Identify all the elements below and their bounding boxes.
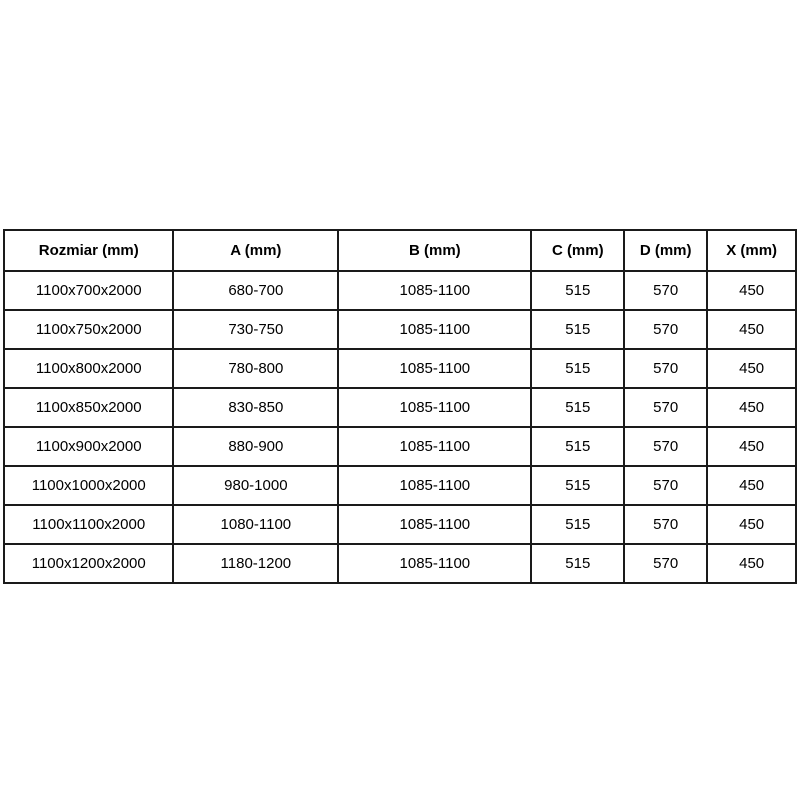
cell-x: 450 (707, 388, 796, 427)
cell-c: 515 (531, 466, 624, 505)
table-row (4, 310, 796, 349)
cell-x: 450 (707, 310, 796, 349)
cell-a: 1080-1100 (173, 505, 338, 544)
cell-d: 570 (624, 271, 707, 310)
cell-a: 980-1000 (173, 466, 338, 505)
table-row (4, 505, 796, 544)
cell-b: 1085-1100 (338, 466, 531, 505)
cell-a: 1180-1200 (173, 544, 338, 583)
cell-d: 570 (624, 505, 707, 544)
cell-d: 570 (624, 349, 707, 388)
cell-c: 515 (531, 310, 624, 349)
cell-rozmiar: 1100x700x2000 (4, 271, 173, 310)
table-row (4, 544, 796, 583)
column-header-b: B (mm) (338, 230, 531, 271)
cell-a: 730-750 (173, 310, 338, 349)
cell-a: 780-800 (173, 349, 338, 388)
table-row (4, 427, 796, 466)
cell-b: 1085-1100 (338, 505, 531, 544)
cell-c: 515 (531, 349, 624, 388)
cell-rozmiar: 1100x1000x2000 (4, 466, 173, 505)
cell-x: 450 (707, 271, 796, 310)
cell-x: 450 (707, 466, 796, 505)
cell-c: 515 (531, 544, 624, 583)
cell-rozmiar: 1100x1100x2000 (4, 505, 173, 544)
cell-x: 450 (707, 427, 796, 466)
cell-a: 830-850 (173, 388, 338, 427)
column-header-a: A (mm) (173, 230, 338, 271)
column-header-x: X (mm) (707, 230, 796, 271)
table-row (4, 349, 796, 388)
cell-a: 680-700 (173, 271, 338, 310)
table-row (4, 466, 796, 505)
cell-d: 570 (624, 544, 707, 583)
cell-c: 515 (531, 388, 624, 427)
cell-c: 515 (531, 427, 624, 466)
cell-d: 570 (624, 388, 707, 427)
cell-x: 450 (707, 349, 796, 388)
cell-a: 880-900 (173, 427, 338, 466)
column-header-rozmiar: Rozmiar (mm) (4, 230, 173, 271)
cell-c: 515 (531, 505, 624, 544)
cell-rozmiar: 1100x1200x2000 (4, 544, 173, 583)
cell-x: 450 (707, 505, 796, 544)
cell-b: 1085-1100 (338, 271, 531, 310)
cell-rozmiar: 1100x850x2000 (4, 388, 173, 427)
cell-b: 1085-1100 (338, 388, 531, 427)
cell-b: 1085-1100 (338, 310, 531, 349)
cell-rozmiar: 1100x900x2000 (4, 427, 173, 466)
cell-d: 570 (624, 310, 707, 349)
table-header-row (4, 230, 796, 271)
size-spec-table (3, 229, 797, 584)
cell-b: 1085-1100 (338, 349, 531, 388)
cell-x: 450 (707, 544, 796, 583)
cell-c: 515 (531, 271, 624, 310)
column-header-c: C (mm) (531, 230, 624, 271)
cell-b: 1085-1100 (338, 427, 531, 466)
cell-b: 1085-1100 (338, 544, 531, 583)
column-header-d: D (mm) (624, 230, 707, 271)
cell-d: 570 (624, 466, 707, 505)
table-row (4, 271, 796, 310)
table-row (4, 388, 796, 427)
cell-d: 570 (624, 427, 707, 466)
cell-rozmiar: 1100x800x2000 (4, 349, 173, 388)
table-body (4, 271, 796, 583)
cell-rozmiar: 1100x750x2000 (4, 310, 173, 349)
